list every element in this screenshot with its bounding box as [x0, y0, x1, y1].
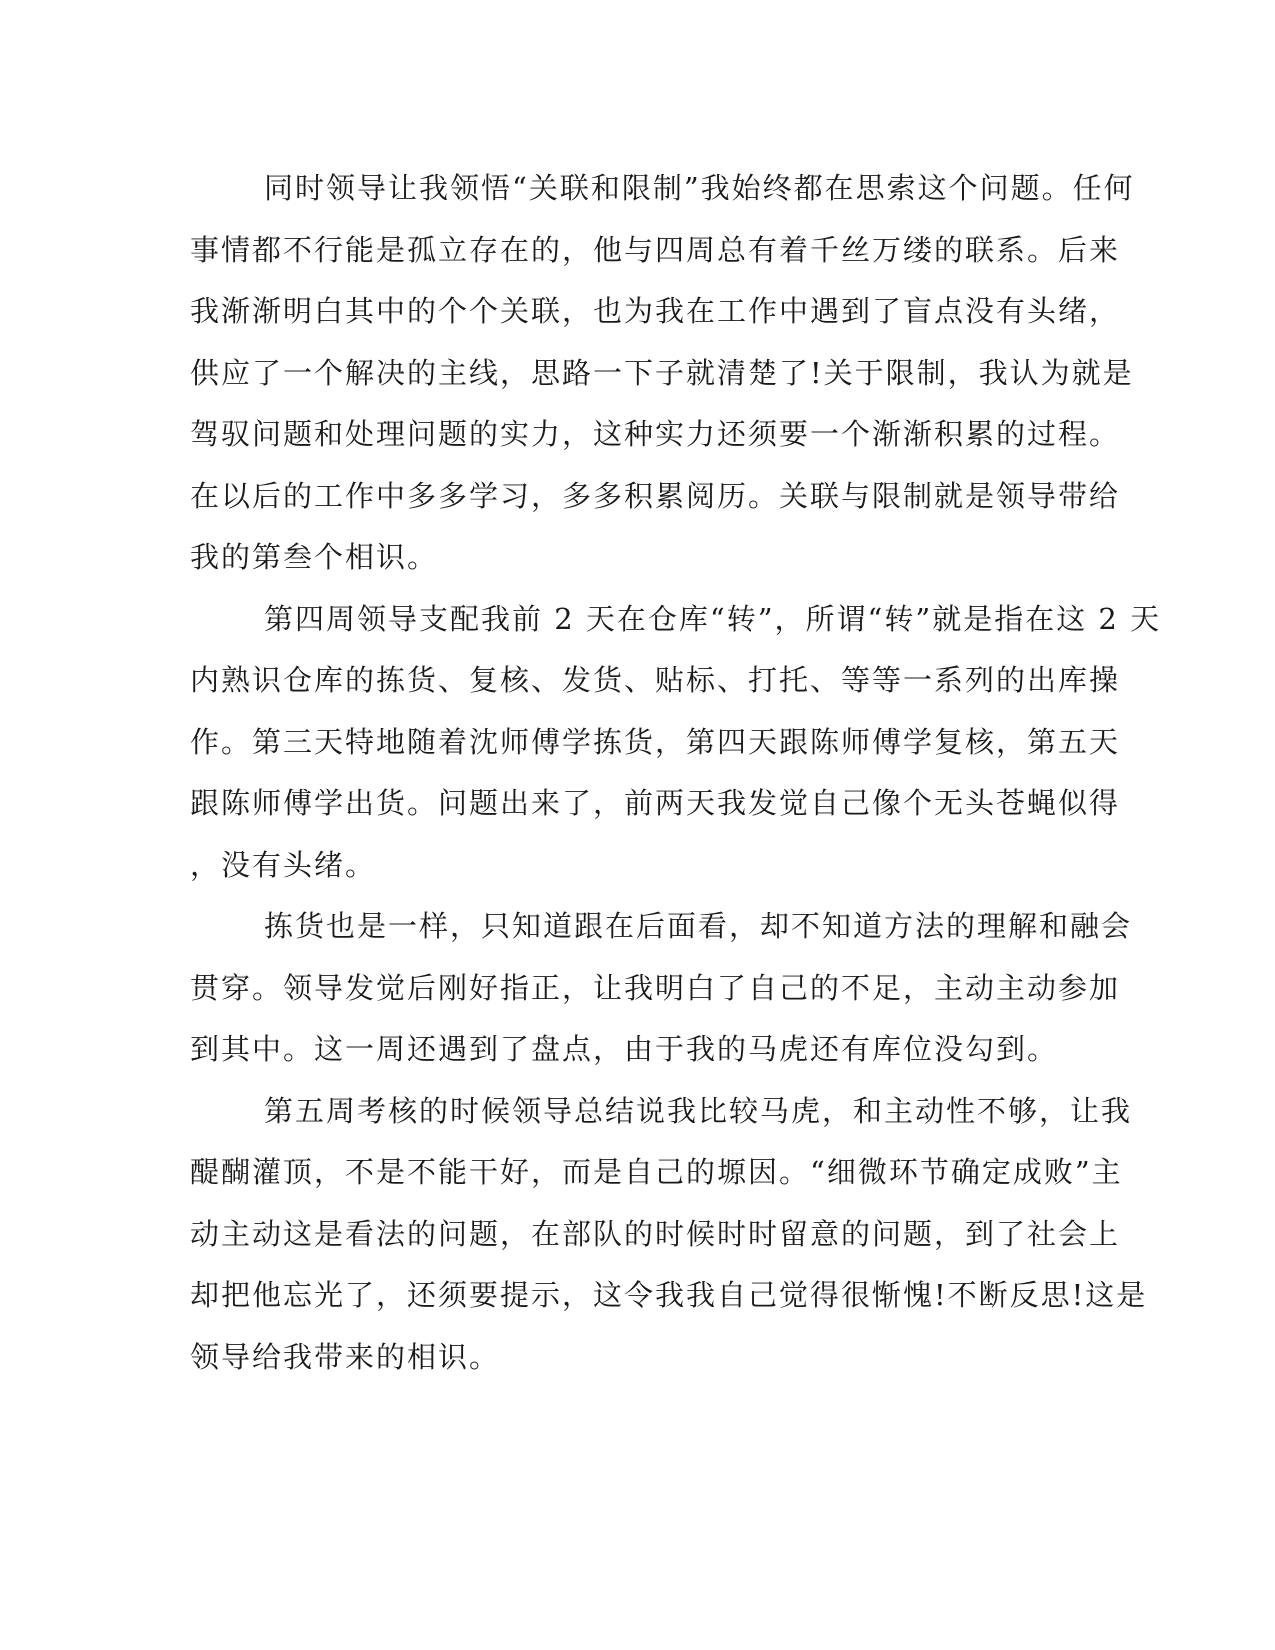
text-line: 事情都不行能是孤立存在的，他与四周总有着千丝万缕的联系。后来: [190, 232, 1121, 267]
text-line: ，没有头绪。: [190, 847, 377, 882]
text-line: 拣货也是一样，只知道跟在后面看，却不知道方法的理解和融会: [264, 909, 1133, 943]
paragraph-2: [190, 589, 1162, 897]
text-line: 到其中。这一周还遇到了盘点，由于我的马虎还有库位没勾到。: [190, 1032, 1059, 1066]
paragraph-1: [190, 158, 1135, 589]
text-line: 我的第叁个相识。: [190, 540, 439, 574]
text-line: 却把他忘光了，还须要提示，这令我我自己觉得很惭愧!不断反思!这是: [190, 1278, 1148, 1312]
text-line: 醍醐灌顶，不是不能干好，而是自己的塬因。“细微环节确定成败”主: [190, 1155, 1123, 1189]
text-line: 在以后的工作中多多学习，多多积累阅历。关联与限制就是领导带给: [190, 478, 1121, 513]
text-line: 同时领导让我领悟“关联和限制”我始终都在思索这个问题。任何: [264, 171, 1135, 205]
text-line: 领导给我带来的相识。: [190, 1339, 501, 1374]
text-line: 贯穿。领导发觉后刚好指正，让我明白了自己的不足，主动主动参加: [190, 970, 1121, 1005]
text-line: 动主动这是看法的问题，在部队的时候时时留意的问题，到了社会上: [190, 1216, 1121, 1251]
paragraph-3: [190, 896, 1133, 1081]
text-line: 我渐渐明白其中的个个关联，也为我在工作中遇到了盲点没有头绪，: [190, 294, 1121, 328]
paragraph-4: [190, 1081, 1148, 1389]
text-line: 跟陈师傅学出货。问题出来了，前两天我发觉自己像个无头苍蝇似得: [190, 786, 1121, 820]
text-line: 驾驭问题和处理问题的实力，这种实力还须要一个渐渐积累的过程。: [190, 417, 1121, 451]
text-line: 内熟识仓库的拣货、复核、发货、贴标、打托、等等一系列的出库操: [190, 663, 1121, 697]
text-line: 供应了一个解决的主线，思路一下子就清楚了!关于限制，我认为就是: [190, 355, 1134, 390]
text-line: 作。第三天特地随着沈师傅学拣货，第四天跟陈师傅学复核，第五天: [190, 724, 1121, 759]
document-body: [190, 158, 1162, 1388]
text-line: 第五周考核的时候领导总结说我比较马虎，和主动性不够，让我: [264, 1093, 1133, 1128]
text-line: 第四周领导支配我前 2 天在仓库“转”，所谓“转”就是指在这 2 天: [264, 601, 1162, 636]
